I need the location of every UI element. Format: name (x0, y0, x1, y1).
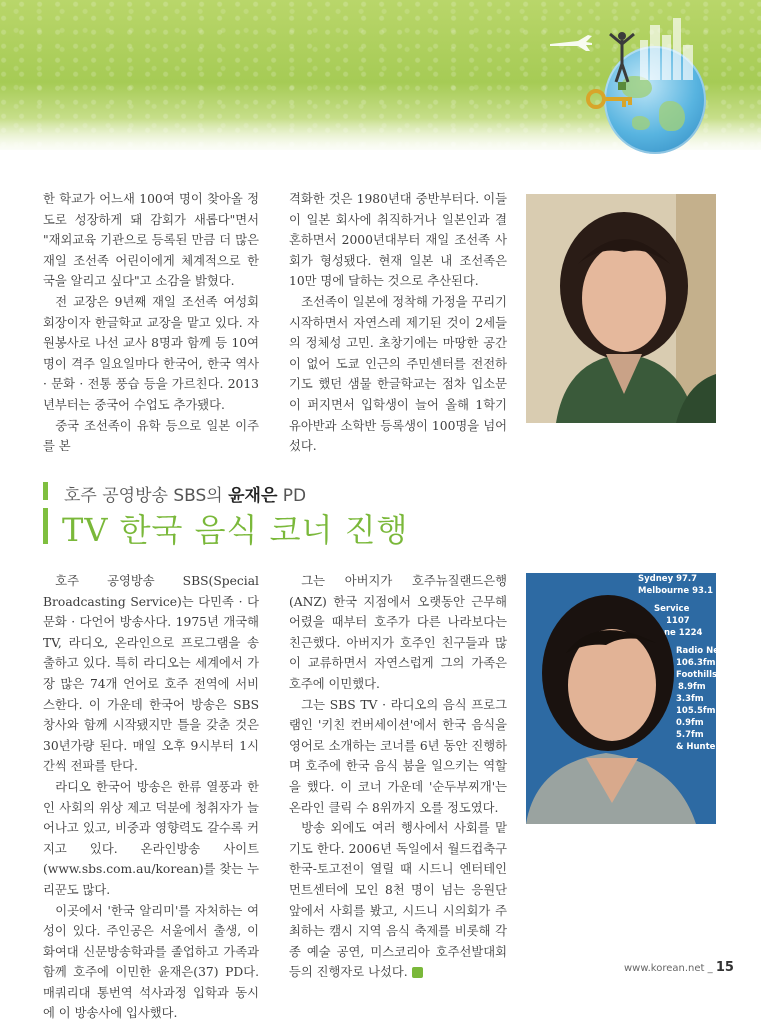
airplane-icon (548, 34, 594, 52)
paragraph: 라디오 한국어 방송은 한류 열풍과 한인 사회의 위상 제고 덕분에 청취자가 늘어나고 있고, 비중과 영향력도 갈수록 커지고 있다. 온라인방송 사이트(www.sbs.com.au/korean)를 찾는 누리꾼도 많다. (43, 777, 259, 901)
section-divider-bar (43, 482, 48, 500)
paragraph: 그는 SBS TV · 라디오의 음식 프로그램인 '키친 컨버세이션'에서 한국 음식을 영어로 소개하는 코너를 6년 동안 진행하며 호주에 한국 음식 붐을 일으키는 역할을 했다. 이 코너 가운데 '순두부찌개'는 온라인 클릭 수 8위까지 오를 정도였다. (289, 695, 507, 819)
article1-column-2 (289, 189, 507, 457)
article-subtitle (64, 481, 306, 506)
footer-separator: _ (704, 963, 715, 974)
paragraph: 호주 공영방송 SBS(Special Broadcasting Service)는 다민족 · 다문화 · 다언어 방송사다. 1975년 개국해 TV, 라디오, 온라인으로 프로그램을 송출하고 있다. 특히 라디오는 세계에서 가장 많은 74개 언어로 호주 전역에 서비스한다. 이 가운데 한국어 방송은 SBS 창사와 함께 시작됐지만 틀을 갖춘 것은 30년가량 된다. 매일 오후 9시부터 1시간씩 전파를 탄다. (43, 571, 259, 777)
paragraph: 한 학교가 어느새 100여 명이 찾아올 정도로 성장하게 돼 감회가 새롭다"면서 "재외교육 기관으로 등록된 만큼 더 많은 재일 조선족 어린이에게 체계적으로 한국을 알리고 싶다"고 소감을 밝혔다. (43, 189, 259, 292)
footer-site: www.korean.net (624, 963, 704, 974)
article-title: TV 한국 음식 코너 진행 (62, 505, 408, 551)
article2-column-1 (43, 571, 259, 1024)
sign-text: 5.7fm (676, 730, 704, 740)
sign-text: & Hunter (676, 742, 720, 752)
section-divider-bar (43, 508, 48, 544)
paragraph: 이곳에서 '한국 알리미'를 자처하는 여성이 있다. 주인공은 서울에서 출생, 이화여대 신문방송학과를 졸업하고 가족과 함께 호주에 이민한 윤재은(37) PD다. 매쿼리대 통번역 석사과정 입학과 동시에 이 방송사에 입사했다. (43, 901, 259, 1024)
sign-text: Service (654, 604, 690, 614)
sign-text: 3.3fm (676, 694, 704, 704)
sign-text: 106.3fm (676, 658, 716, 668)
person-icon (606, 30, 638, 90)
paragraph: 중국 조선족이 유학 등으로 일본 이주를 본 (43, 416, 259, 457)
paragraph: 조선족이 일본에 정착해 가정을 꾸리기 시작하면서 자연스레 제기된 것이 2세들의 정체성 고민. 초창기에는 마땅한 공간이 없어 도쿄 인근의 주민센터를 전전하기도 했던 샘물 한글학교는 점차 입소문이 퍼지면서 입학생이 늘어 올해 1학기 유아반과 소학반 등록생이 100명을 넘어섰다. (289, 292, 507, 457)
sign-text: ne 1224 (664, 628, 703, 638)
subtitle-suffix: PD (277, 486, 306, 506)
sign-text: 1107 (666, 616, 690, 626)
sign-text: Foothills 9 (676, 670, 726, 680)
sign-text: Radio Ne (676, 646, 719, 656)
paragraph: 그는 아버지가 호주뉴질랜드은행(ANZ) 한국 지점에서 오랫동안 근무해 어렸을 때부터 호주가 다른 나라보다는 친근했다. 아버지가 호주인 친구들과 많이 교류하면서 자연스럽게 그의 가족은 호주에 이민했다. (289, 571, 507, 695)
page-footer (624, 960, 734, 975)
portrait-photo-1 (526, 194, 716, 423)
sign-text: 8.9fm (678, 682, 706, 692)
page-number: 15 (716, 960, 734, 975)
portrait-photo-2 (526, 573, 716, 824)
paragraph: 전 교장은 9년째 재일 조선족 여성회 회장이자 한글학교 교장을 맡고 있다. 자원봉사로 나선 교사 8명과 함께 등 10여 명이 격주 일요일마다 한국어, 한국 역사 · 문화 · 전통 풍습 등을 가르친다. 2013년부터는 중국어 수업도 추가됐다. (43, 292, 259, 416)
paragraph-text: 방송 외에도 여러 행사에서 사회를 맡기도 한다. 2006년 독일에서 월드컵축구 한국-토고전이 열릴 때 시드니 엔터테인먼트센터에 모인 8천 명이 넘는 응원단 앞에서 사회를 봤고, 시드니 시의회가 주최하는 캠시 지역 음식 축제를 비롯해 각종 예술 공연, 미스코리아 호주선발대회 등의 진행자로 나섰다. (289, 821, 507, 979)
subtitle-name: 윤재은 (228, 486, 277, 506)
sign-text: 105.5fm (676, 706, 716, 716)
sign-text: Melbourne 93.1 (638, 586, 713, 596)
article1-column-1 (43, 189, 259, 457)
paragraph (289, 818, 507, 983)
end-mark-icon (412, 967, 423, 978)
sign-text: 0.9fm (676, 718, 704, 728)
sign-text: Sydney 97.7 (638, 574, 697, 584)
article2-column-2 (289, 571, 507, 983)
key-icon (586, 86, 636, 112)
paragraph: 격화한 것은 1980년대 중반부터다. 이들이 일본 회사에 취직하거나 일본인과 결혼하면서 2000년대부터 재일 조선족 사회가 형성됐다. 현재 일본 내 조선족은 10만 명에 달하는 것으로 추산된다. (289, 189, 507, 292)
subtitle-text: 호주 공영방송 SBS의 (64, 486, 228, 506)
